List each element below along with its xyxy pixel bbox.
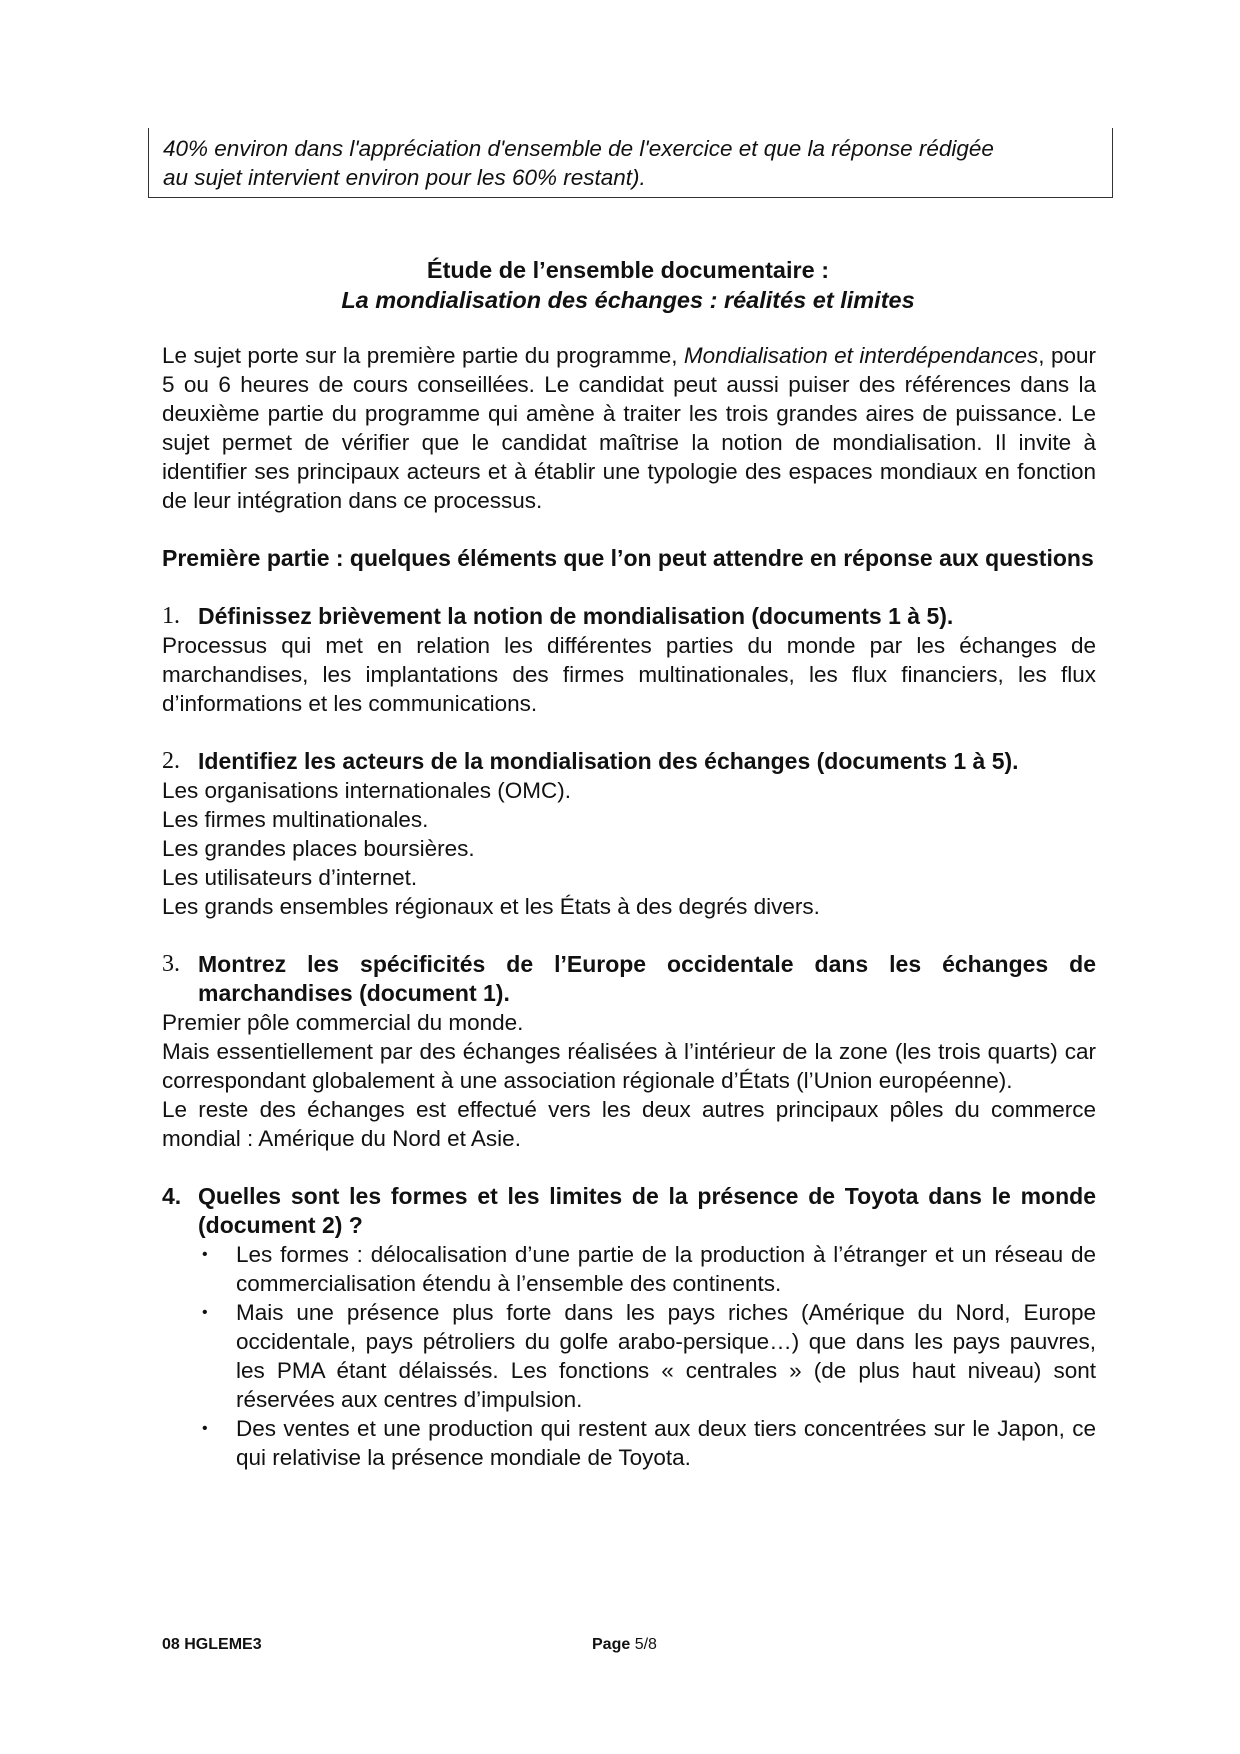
footer-page-number: 5/8 xyxy=(634,1636,657,1653)
question-number: 4. xyxy=(162,1183,182,1209)
bullet-text: Des ventes et une production qui restent aux deux tiers concentrées sur le Japon, ce qui relativise la présence mondiale de Toyota. xyxy=(236,1416,1096,1470)
answer-block xyxy=(162,1008,1096,1153)
note-line-2: au sujet intervient environ pour les 60% restant). xyxy=(163,165,646,190)
question-1 xyxy=(162,602,1096,718)
bullet-list xyxy=(162,1240,1096,1472)
question-text: Identifiez les acteurs de la mondialisation des échanges (documents 1 à 5). xyxy=(198,748,1019,774)
answer-line: Les grands ensembles régionaux et les États à des degrés divers. xyxy=(162,894,820,919)
main-content xyxy=(162,341,1096,1501)
bullet-text: Mais une présence plus forte dans les pays riches (Amérique du Nord, Europe occidentale, pays pétroliers du golfe arabo-persique…) que dans les pays pauvres, les PMA étant délaissés. Les fonctions « centrales » (de plus haut niveau) sont réservées aux centres d’impulsion. xyxy=(236,1300,1096,1412)
question-heading xyxy=(162,747,1096,776)
bullet-text: Les formes : délocalisation d’une partie de la production à l’étranger et un réseau de commercialisation étendu à l’ensemble des continents. xyxy=(236,1242,1096,1296)
footer-exam-code: 08 HGLEME3 xyxy=(162,1636,262,1653)
bullet-icon: • xyxy=(202,1246,208,1263)
note-line-1: 40% environ dans l'appréciation d'ensemble de l'exercice et que la réponse rédigée xyxy=(163,136,994,161)
answer-block xyxy=(162,776,1096,921)
question-text: Définissez brièvement la notion de mondialisation (documents 1 à 5). xyxy=(198,603,954,629)
page-subtitle: La mondialisation des échanges : réalités et limites xyxy=(341,287,915,313)
intro-text-start: Le sujet porte sur la première partie du programme, xyxy=(162,343,678,368)
question-heading xyxy=(162,602,1096,631)
footer-page-indicator xyxy=(592,1636,657,1654)
intro-text-end: , pour 5 ou 6 heures de cours conseillées. Le candidat peut aussi puiser des références dans la deuxième partie du programme qui amène à traiter les trois grandes aires de puissance. Le sujet permet de vérifier que le candidat maîtrise la notion de mondialisation. Il invite à identifier ses principaux acteurs et à établir une typologie des espaces mondiaux en fonction de leur intégration dans ce processus. xyxy=(162,343,1096,513)
intro-program-title: Mondialisation et interdépendances xyxy=(683,343,1039,368)
question-text: Quelles sont les formes et les limites de la présence de Toyota dans le monde (document 2) ? xyxy=(198,1183,1096,1238)
question-number: 2. xyxy=(162,748,180,774)
question-heading xyxy=(162,1182,1096,1240)
question-4 xyxy=(162,1182,1096,1472)
intro-paragraph xyxy=(162,341,1096,515)
answer-line: Les organisations internationales (OMC). xyxy=(162,778,571,803)
bullet-item xyxy=(162,1298,1096,1414)
answer-paragraph: Mais essentiellement par des échanges réalisées à l’intérieur de la zone (les trois quarts) car correspondant globalement à une association régionale d’États (l’Union européenne). xyxy=(162,1039,1096,1093)
question-number: 1. xyxy=(162,603,180,629)
answer-text: Processus qui met en relation les différentes parties du monde par les échanges de marchandises, les implantations des firmes multinationales, les flux financiers, les flux d’informations et les communications. xyxy=(162,633,1096,716)
section-title xyxy=(160,255,1096,315)
bullet-item xyxy=(162,1414,1096,1472)
answer-paragraph: Le reste des échanges est effectué vers les deux autres principaux pôles du commerce mondial : Amérique du Nord et Asie. xyxy=(162,1097,1096,1151)
page-title: Étude de l’ensemble documentaire : xyxy=(426,257,830,283)
answer-line: Les firmes multinationales. xyxy=(162,807,429,832)
answer-line: Premier pôle commercial du monde. xyxy=(162,1010,524,1035)
footer-page-label: Page xyxy=(592,1636,631,1653)
bullet-icon: • xyxy=(202,1420,208,1437)
answer-line: Les utilisateurs d’internet. xyxy=(162,865,418,890)
part-heading: Première partie : quelques éléments que l’on peut attendre en réponse aux questions xyxy=(162,545,1094,571)
question-heading xyxy=(162,950,1096,1008)
bullet-item xyxy=(162,1240,1096,1298)
boxed-note xyxy=(148,128,1113,198)
question-number: 3. xyxy=(162,951,180,977)
question-3 xyxy=(162,950,1096,1153)
answer-line: Les grandes places boursières. xyxy=(162,836,475,861)
bullet-icon: • xyxy=(202,1304,208,1321)
question-text: Montrez les spécificités de l’Europe occidentale dans les échanges de marchandises (document 1). xyxy=(198,951,1096,1006)
question-2 xyxy=(162,747,1096,921)
answer-block xyxy=(162,631,1096,718)
